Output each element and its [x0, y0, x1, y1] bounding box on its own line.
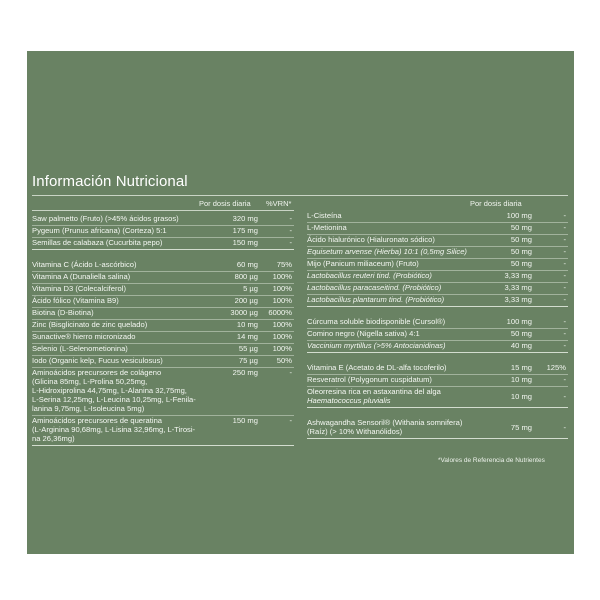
nutrient-name-line: L-Serina 12,25mg, L-Leucina 10,25mg, L-Fenila-	[32, 395, 196, 404]
nutrient-amount: 3,33 mg	[504, 271, 532, 280]
nutrient-row	[32, 272, 294, 284]
nutrient-name: Vitamina A (Dunaliella salina)	[32, 272, 131, 281]
nutrient-name	[307, 418, 462, 436]
nutrient-name: Sunactive® hierro micronizado	[32, 332, 136, 341]
nutrient-vrn: -	[289, 416, 292, 425]
nutrient-amount: 50 mg	[510, 247, 532, 256]
nutrient-row	[32, 214, 294, 226]
nutrient-row	[32, 238, 294, 250]
nutrient-vrn: 6000%	[268, 308, 292, 317]
nutrient-row	[32, 226, 294, 238]
nutrient-amount: 50 mg	[510, 235, 532, 244]
nutrient-row	[32, 320, 294, 332]
nutrient-row	[307, 363, 568, 375]
nutrient-name	[307, 387, 441, 405]
nutrient-amount: 3000 µg	[230, 308, 258, 317]
nutrient-row	[32, 344, 294, 356]
nutrient-vrn: 100%	[272, 344, 292, 353]
nutrient-vrn: -	[289, 368, 292, 377]
nutrient-row	[32, 296, 294, 308]
nutrient-name: Comino negro (Nigella sativa) 4:1	[307, 329, 420, 338]
nutrient-name: L-Metionina	[307, 223, 347, 232]
nutrient-vrn: -	[563, 271, 566, 280]
footnote: *Valores de Referencia de Nutrientes	[438, 457, 545, 464]
left-header-rule	[32, 210, 294, 211]
nutrient-name-line: Oleorresina rica en astaxantina del alga	[307, 387, 441, 396]
nutrient-vrn: -	[563, 211, 566, 220]
nutrient-vrn: 100%	[272, 332, 292, 341]
nutrient-amount: 75 mg	[510, 422, 532, 432]
nutrient-vrn: -	[563, 223, 566, 232]
nutrient-row	[32, 284, 294, 296]
nutrient-vrn: -	[563, 375, 566, 384]
nutrient-amount: 50 mg	[510, 259, 532, 268]
nutrient-row	[307, 235, 568, 247]
nutrient-amount: 15 mg	[510, 363, 532, 372]
nutrient-name-line: na 26,36mg)	[32, 434, 75, 443]
nutrient-name	[32, 368, 196, 413]
nutrient-amount: 320 mg	[232, 214, 258, 223]
nutrient-name: Pygeum (Prunus africana) (Corteza) 5:1	[32, 226, 167, 235]
nutrient-vrn: -	[563, 235, 566, 244]
nutrient-amount: 150 mg	[232, 238, 258, 247]
nutrient-vrn: -	[563, 317, 566, 326]
nutrient-name-line: (Raíz) (> 10% Withanólidos)	[307, 427, 403, 436]
nutrient-vrn: 100%	[272, 272, 292, 281]
nutrient-row	[32, 260, 294, 272]
nutrient-vrn: -	[563, 259, 566, 268]
nutrient-name-line: Haematococcus pluvialis	[307, 396, 391, 405]
nutrient-row	[32, 356, 294, 368]
nutrient-name-line: Ashwagandha Sensoril® (Withania somnifera)	[307, 418, 463, 427]
nutrient-name: Zinc (Bisglicinato de zinc quelado)	[32, 320, 148, 329]
nutrient-name: L-Cisteína	[307, 211, 342, 220]
nutrient-amount: 150 mg	[232, 416, 258, 425]
group-divider	[307, 306, 568, 307]
nutrient-vrn: 50%	[276, 356, 292, 365]
nutrient-vrn: -	[563, 283, 566, 292]
nutrient-row	[307, 271, 568, 283]
nutrient-amount: 800 µg	[234, 272, 258, 281]
nutrient-name	[32, 416, 195, 443]
nutrient-vrn: -	[563, 391, 566, 401]
nutrient-vrn: -	[563, 341, 566, 350]
group-divider	[307, 407, 568, 408]
nutrient-name: Lactobacillus plantarum tind. (Probiótico)	[307, 295, 445, 304]
nutrient-name: Selenio (L-Selenometionina)	[32, 344, 128, 353]
right-header-amount: Por dosis diaria	[470, 199, 522, 208]
nutrient-name: Lactobacillus reuteri tind. (Probiótico)	[307, 271, 432, 280]
nutrient-vrn: -	[563, 329, 566, 338]
nutrient-vrn: 75%	[276, 260, 292, 269]
nutrient-row	[32, 368, 294, 416]
nutrient-row	[307, 247, 568, 259]
nutrient-name: Ácido hialurónico (Hialuronato sódico)	[307, 235, 435, 244]
left-header-vrn: %VRN*	[266, 199, 292, 208]
nutrient-row	[307, 259, 568, 271]
nutrient-name: Mijo (Panicum miliaceum) (Fruto)	[307, 259, 419, 268]
nutrient-row	[307, 223, 568, 235]
group-divider	[32, 249, 294, 250]
nutrient-amount: 50 mg	[510, 223, 532, 232]
nutrient-amount: 50 mg	[510, 329, 532, 338]
nutrient-amount: 10 mg	[236, 320, 258, 329]
nutrient-name-line: Aminoácidos precursores de queratina	[32, 416, 163, 425]
nutrient-name: Vitamina D3 (Colecalciferol)	[32, 284, 126, 293]
nutrient-name: Equisetum arvense (Hierba) 10:1 (0,5mg Silice)	[307, 247, 467, 256]
nutrient-name: Lactobacillus paracaseitind. (Probiótico)	[307, 283, 442, 292]
nutrient-amount: 100 mg	[506, 317, 532, 326]
nutrient-name: Biotina (D-Biotina)	[32, 308, 94, 317]
nutrient-amount: 10 mg	[510, 375, 532, 384]
nutrient-amount: 75 µg	[238, 356, 258, 365]
nutrient-name-line: (Glicina 85mg, L-Prolina 50,25mg,	[32, 377, 148, 386]
nutrient-vrn: 100%	[272, 320, 292, 329]
nutrient-vrn: 125%	[546, 363, 566, 372]
nutrient-name-line: L-Hidroxiprolina 44,75mg, L-Alanina 32,75mg,	[32, 386, 187, 395]
nutrient-row	[307, 317, 568, 329]
nutrient-name-line: (L-Arginina 90,68mg, L-Lisina 32,96mg, L-Tirosi-	[32, 425, 196, 434]
nutrient-name: Ácido fólico (Vitamina B9)	[32, 296, 119, 305]
nutrient-row	[307, 295, 568, 307]
nutrient-name: Resveratrol (Polygonum cuspidatum)	[307, 375, 432, 384]
nutrient-row	[307, 341, 568, 353]
nutrient-amount: 200 µg	[234, 296, 258, 305]
title-rule	[32, 195, 568, 196]
nutrient-row	[307, 387, 568, 408]
nutrient-vrn: 100%	[272, 296, 292, 305]
nutrient-vrn: -	[563, 247, 566, 256]
nutrient-row	[307, 418, 568, 439]
nutrient-amount: 10 mg	[510, 391, 532, 401]
nutrient-vrn: -	[289, 226, 292, 235]
nutrient-name-line: lanina 9,75mg, L-Isoleucina 5mg)	[32, 404, 145, 413]
nutrient-row	[307, 211, 568, 223]
nutrient-amount: 3,33 mg	[504, 283, 532, 292]
nutrient-row	[32, 308, 294, 320]
nutrient-amount: 5 µg	[243, 284, 258, 293]
nutrient-amount: 40 mg	[510, 341, 532, 350]
nutrient-vrn: 100%	[272, 284, 292, 293]
left-header-amount: Por dosis diaria	[199, 199, 251, 208]
nutrient-name: Vitamina E (Acetato de DL-alfa tocoferilo)	[307, 363, 447, 372]
nutrient-amount: 55 µg	[238, 344, 258, 353]
nutrient-vrn: -	[563, 422, 566, 432]
nutrient-row	[307, 375, 568, 387]
nutrient-name: Cúrcuma soluble biodisponible (Cursol®)	[307, 317, 446, 326]
nutrient-amount: 60 mg	[236, 260, 258, 269]
group-divider	[32, 445, 294, 446]
nutrient-name: Vaccinium myrtillus (>5% Antocianidinas)	[307, 341, 446, 350]
nutrient-vrn: -	[289, 214, 292, 223]
page-title: Información Nutricional	[32, 173, 188, 190]
group-divider	[307, 352, 568, 353]
nutrient-amount: 14 mg	[236, 332, 258, 341]
nutrient-row	[32, 332, 294, 344]
nutrient-vrn: -	[289, 238, 292, 247]
group-divider	[307, 438, 568, 439]
nutrient-amount: 250 mg	[232, 368, 258, 377]
nutrient-amount: 100 mg	[506, 211, 532, 220]
nutrient-name: Semillas de calabaza (Cucurbita pepo)	[32, 238, 163, 247]
nutrient-vrn: -	[563, 295, 566, 304]
nutrient-row	[307, 329, 568, 341]
nutrient-amount: 3,33 mg	[504, 295, 532, 304]
nutrient-name: Iodo (Organic kelp, Fucus vesiculosus)	[32, 356, 163, 365]
nutrient-row	[307, 283, 568, 295]
nutrient-name-line: Aminoácidos precursores de colágeno	[32, 368, 162, 377]
nutrient-amount: 175 mg	[232, 226, 258, 235]
nutrient-row	[32, 416, 294, 446]
nutrient-name: Vitamina C (Ácido L-ascórbico)	[32, 260, 137, 269]
nutrient-name: Saw palmetto (Fruto) (>45% ácidos grasos)	[32, 214, 179, 223]
